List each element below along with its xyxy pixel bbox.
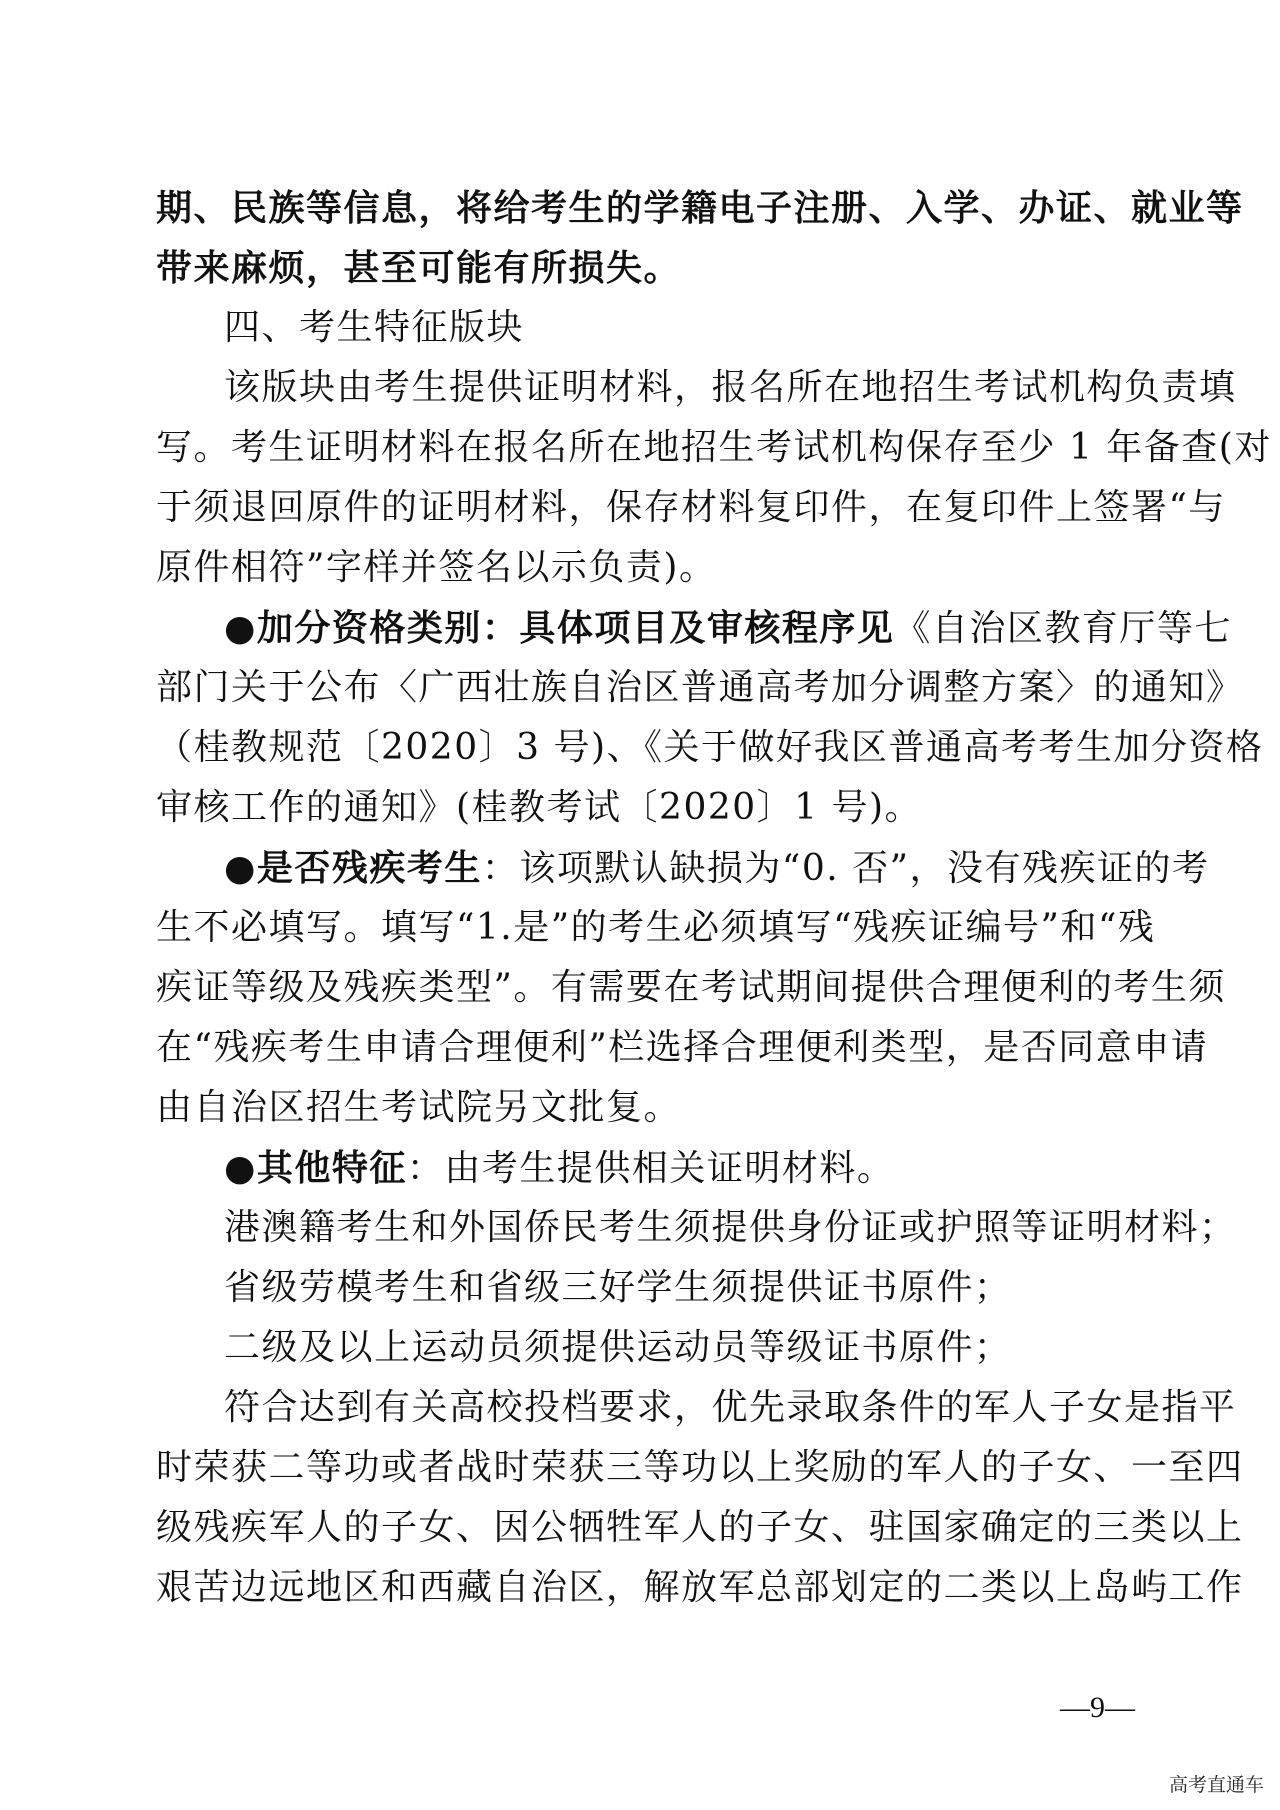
line-text: 审核工作的通知》(桂教考试〔2020〕1 号)。 [156, 787, 923, 828]
body-line-15 [156, 1018, 1209, 1078]
body-line-6 [156, 478, 1226, 538]
line-text: 级残疾军人的子女、因公牺牲军人的子女、驻国家确定的三类以上 [156, 1507, 1244, 1548]
body-line-9 [156, 658, 1244, 718]
body-line-24 [156, 1558, 1244, 1618]
line-text: 由自治区招生考试院另文批复。 [156, 1087, 682, 1128]
body-line-22 [156, 1438, 1244, 1498]
line-text: 港澳籍考生和外国侨民考生须提供身份证或护照等证明材料； [224, 1207, 1237, 1248]
body-line-23 [156, 1498, 1244, 1558]
line-text: ：该项默认缺损为“0. 否”，没有残疾证的考 [481, 848, 1210, 889]
line-text: 该版块由考生提供证明材料，报名所在地招生考试机构负责填 [224, 367, 1237, 408]
line-text: 省级劳模考生和省级三好学生须提供证书原件； [224, 1267, 1012, 1308]
body-line-13 [156, 898, 1156, 958]
line-text: 在“残疾考生申请合理便利”栏选择合理便利类型，是否同意申请 [156, 1027, 1209, 1068]
body-line-14 [156, 958, 1226, 1018]
other-features-label: ●其他特征 [224, 1147, 407, 1189]
page-number: —9— [1060, 1691, 1135, 1724]
disability-line [224, 838, 1210, 898]
line-text: 带来麻烦，甚至可能有所损失。 [156, 247, 682, 289]
line-text: 部门关于公布〈广西壮族自治区普通高考加分调整方案〉的通知》 [156, 667, 1244, 708]
body-line-7 [156, 538, 1136, 598]
line-text: 符合达到有关高校投档要求，优先录取条件的军人子女是指平 [224, 1387, 1237, 1428]
body-line-2 [156, 238, 1136, 298]
heading-text: 四、考生特征版块 [224, 307, 525, 348]
body-line-20 [224, 1318, 1136, 1378]
line-text: 艰苦边远地区和西藏自治区，解放军总部划定的二类以上岛屿工作 [156, 1567, 1244, 1608]
line-text: ：由考生提供相关证明材料。 [406, 1148, 895, 1189]
body-line-16 [156, 1078, 1136, 1138]
watermark: 高考直通车 [1168, 1774, 1264, 1796]
line-text: （桂教规范〔2020〕3 号)、《关于做好我区普通高考考生加分资格 [156, 727, 1264, 768]
body-line-11 [156, 778, 1136, 838]
line-text: 写。考生证明材料在报名所在地招生考试机构保存至少 1 年备查(对 [156, 427, 1272, 468]
line-text: 原件相符”字样并签名以示负责)。 [156, 547, 717, 588]
line-text: 二级及以上运动员须提供运动员等级证书原件； [224, 1327, 1012, 1368]
line-text: 生不必填写。填写“1.是”的考生必须填写“残疾证编号”和“残 [156, 907, 1156, 948]
disability-label: ●是否残疾考生 [224, 847, 482, 889]
body-line-5 [156, 418, 1272, 478]
line-text: 时荣获二等功或者战时荣获三等功以上奖励的军人的子女、一至四 [156, 1447, 1244, 1488]
line-text: 于须退回原件的证明材料，保存材料复印件，在复印件上签署“与 [156, 487, 1226, 528]
body-line-18 [224, 1198, 1237, 1258]
line-text: 期、民族等信息，将给考生的学籍电子注册、入学、办证、就业等 [156, 187, 1244, 229]
section-heading [224, 298, 1136, 358]
bonus-qualification-label: ●加分资格类别：具体项目及审核程序见 [224, 607, 895, 649]
other-features-line [224, 1138, 1136, 1198]
line-text: 疾证等级及残疾类型”。有需要在考试期间提供合理便利的考生须 [156, 967, 1226, 1008]
body-line-1 [156, 178, 1244, 238]
body-line-4 [224, 358, 1237, 418]
bonus-qualification-line [224, 598, 1232, 658]
line-text: 《自治区教育厅等七 [894, 608, 1232, 649]
body-line-19 [224, 1258, 1136, 1318]
body-line-10 [156, 718, 1264, 778]
body-line-21 [224, 1378, 1237, 1438]
